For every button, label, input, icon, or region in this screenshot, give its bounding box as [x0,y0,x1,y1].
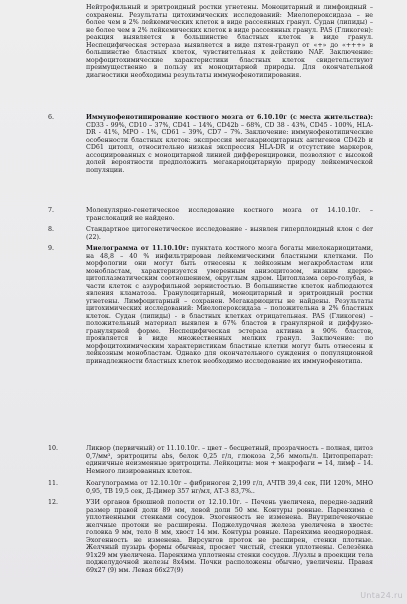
item-text: Стандартное цитогенетическое исследование - выявлен гиперплоидный клон с der (22). [86,226,373,241]
item-body [86,114,373,174]
item-heading: Иммунофенотипирование костного мозга от 6.10.10г (с места жительства): [86,114,373,121]
item-number: 9. [48,245,55,252]
item-text: УЗИ органов брюшной полости от 12.10.10г. – Печень увеличена, передне-задний размер правой доли 89 мм, левой доли 50 мм. Контуры ровные. Паренхима с уплотненными стенками сосудов. Эхогенность не изменена. Внутрипеченочные желчные протоки не расширены. Поджелудочная железа увеличена в хвосте: головка 9 мм, тело 8 мм, хвост 14 мм. Контуры ровные. Паренхима неоднородная. Эхогенность не изменена. Вирсунгов проток не расширен, стенки плотные. Желчный пузырь формы обычная, просвет чистый, стенки уплотнены. Селезёнка 91х29 мм увеличена. Паренхима уплотнены стенки сосудов. Л/узлы в проекции тела поджелудочной железы 8х4мм. Почки расположены обычно, увеличены. Правая 69х27 (9) мм. Левая 66х27(9) [86,499,373,574]
item-text: Молекулярно-генетическое исследование костного мозга от 14.10.10г. – транслокаций не найдено. [86,207,373,222]
item-number: 7. [48,207,55,214]
item-number: 10. [48,445,59,452]
item-number: 11. [48,480,59,487]
item-body [86,245,373,365]
item-heading: Миелограмма от 11.10.10г: [86,245,189,252]
item-text: CD33 - 99%, CD10 – 37%, CD41 – 14%, CD42b – 68%, CD 38 - 43%, CD45 - 100%, HLA-DR - 41%, MPO - 1%, CD61 – 39%, CD7 – 7%. Заключение: иммунофенотипические особенности бластных клеток: экспрессия мегакариоцитарных антигенов CD42b и CD61 цитопл, относительно низкая экспрессия HLA-DR и отсутствие маркеров, ассоциированных с моноцитарной линией дифференцировки, позволяют с высокой долей вероятности предположить мегакариоцитарную природу лейкемической популяции. [86,121,373,174]
watermark: Unta24.ru [360,591,403,600]
item-text: пунктата костного мозга богаты миелокариоцитами, на 48,8 – 40 % инфильтрирован лейкемическими бластными клетками. По морфологии они могут быть отнесены к лейкозным мегакробластам или монобластам, характеризуется умеренным анизоцитозом, низким ядерно-цитоплазматическим соотношением, округлым ядром. Цитоплазма серо-голубая, в части клеток с азурофильной зернистостью. В большинстве клеток наблюдаются явления кламатоза. Гранулоцитарный, моноцитарный и эритроидный ростки угнетены. Лимфоцитарный – сохранен. Мегакариоциты не найдены. Результаты цитохимических исследований: Миелопероксидаза – положительна в 2% бластных клеток. Судан (липиды) - в бластных клетках отрицательная. PAS (Гликоген) – положительный материал выявлен в 67% бластов в гранулярной и диффузно-гранулярной форме. Неспецифическая эстераза активна в 90% бластов, проявляется в виде множественных мелких гранул. Заключение: по морфоцитохимическим характеристикам бластные клетки могут быть отнесены к лейкозным монобластам. Однако для окончательного суждения о популяционной принадлежности бластных клеток необходимо исследование их иммунофенотипа. [86,245,373,365]
item-number: 8. [48,226,55,233]
item-number: 6. [48,114,55,121]
item-text: Ликвор (первичный) от 11.10.10г. – цвет – бесцветный, прозрачность – полная, цитоз 0,7/мм³, эритроциты abs, белок 0,25 г/л, глюкоза 2,56 ммоль/л. Цитопрепарат: единичные неизменные эритроциты. Лейкоциты: мон + макрофаги = 14, лимф – 14. Немного лизированных клеток. [86,445,373,475]
item-number: 12. [48,499,59,506]
item-text: Коагулограмма от 12.10.10г – фибриноген 2,199 г/л, АЧТВ 39,4 сек, ПИ 120%, МНО 0,95, ТВ 19,5 сек, Д-Димер 357 нг/мл, АТ-3 83,7%.. [86,480,373,495]
intro-text: Нейтрофильный и эритроидный ростки угнетены. Моноцитарный и лимфоидный – сохранены. Результаты цитохимических исследований: Миелопероксидаза – не более чем в 2% лейкемических клеток в виде рассеянных гранул. Судан (липиды) – не более чем в 2% лейкемических клеток в виде рассеянных гранул. PAS (Гликоген): реакция выявляется в большинстве бластных клеток в виде гранул. Неспецифическая эстераза выявляется в виде пятен-гранул от «+» до «+++» в большинстве бластных клеток, чувствительная к действию NAF. Заключение: морфоцитохимические характеристики бластных клеток свидетельствуют преимущественно в пользу их моноцитарной природы. Для окончательной диагностики необходимы результаты иммунофенотипирования. [86,4,373,79]
